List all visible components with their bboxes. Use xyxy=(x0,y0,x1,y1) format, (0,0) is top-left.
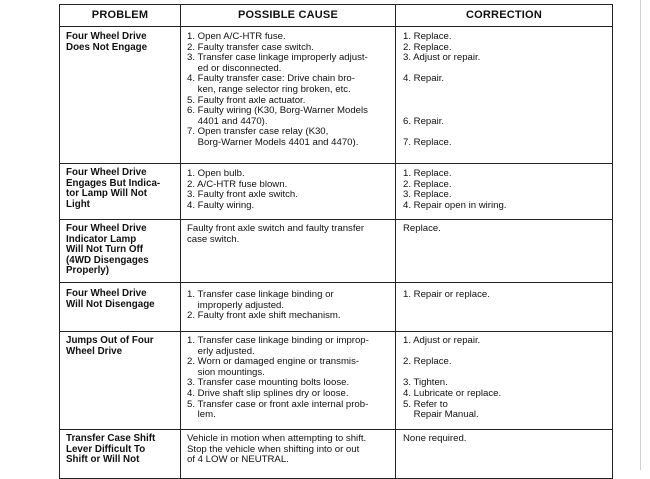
cause-item: 4. Drive shaft slip splines dry or loose. xyxy=(187,387,349,399)
cause-text: Vehicle in motion when attempting to shift. Stop the vehicle when shifting into or out of 4 LOW or NEUTRAL. xyxy=(187,433,367,466)
cause-list xyxy=(187,336,369,421)
correction-list xyxy=(403,336,501,421)
problem-cell: Four Wheel Drive Does Not Engage xyxy=(66,31,148,53)
correction-item: 4. Repair open in wiring. xyxy=(403,199,507,211)
correction-item: 2. Replace. xyxy=(403,356,452,368)
cause-item: 3. Transfer case mounting bolts loose. xyxy=(187,377,350,389)
cause-item: 5. Faulty front axle actuator. xyxy=(187,94,306,106)
column-divider xyxy=(180,5,181,478)
problem-cell: Four Wheel Drive Engages But Indica- tor Lamp Will Not Light xyxy=(66,167,161,210)
cause-item: 6. Faulty wiring (K30, Borg-Warner Models 4401 and 4470). xyxy=(187,105,368,127)
header-possible-cause: POSSIBLE CAUSE xyxy=(238,9,338,21)
cause-item: 1. Open bulb. xyxy=(187,168,245,179)
correction-list xyxy=(403,32,480,149)
row-divider xyxy=(60,429,612,430)
cause-item: 4. Faulty transfer case: Drive chain bro- ken, range selector ring broken, etc. xyxy=(187,73,355,95)
cause-item: 3. Transfer case linkage improperly adjust- ed or disconnected. xyxy=(187,52,368,74)
correction-item: 3. Replace. xyxy=(403,189,452,201)
column-divider xyxy=(395,5,396,478)
cause-item: 1. Open A/C-HTR fuse. xyxy=(187,31,286,42)
correction-item: Repair Manual. xyxy=(403,409,479,421)
correction-text: Replace. xyxy=(403,223,441,234)
correction-item: 7. Replace. xyxy=(403,136,452,148)
cause-item: 3. Faulty front axle switch. xyxy=(187,189,298,201)
correction-item: 1. Repair or replace. xyxy=(403,289,490,300)
correction-item: 5. Refer to xyxy=(403,398,448,410)
cause-item: 2. Worn or damaged engine or transmis- sion mountings. xyxy=(187,356,360,378)
header-divider xyxy=(60,26,612,27)
cause-item: 2. Faulty transfer case switch. xyxy=(187,41,314,53)
page-edge-line xyxy=(640,0,641,470)
cause-item: 4. Faulty wiring. xyxy=(187,199,255,211)
cause-item: 2. A/C-HTR fuse blown. xyxy=(187,178,288,190)
row-divider xyxy=(60,219,612,220)
row-divider xyxy=(60,163,612,164)
cause-item: 5. Transfer case or front axle internal prob- lem. xyxy=(187,398,369,421)
correction-text: None required. xyxy=(403,433,467,444)
cause-item: 7. Open transfer case relay (K30, Borg-Warner Models 4401 and 4470). xyxy=(187,126,359,148)
correction-item: 2. Replace. xyxy=(403,178,452,190)
problem-cell: Transfer Case Shift Lever Difficult To Shift or Will Not xyxy=(66,433,156,466)
correction-item: 3. Adjust or repair. xyxy=(403,52,481,64)
row-divider xyxy=(60,331,612,332)
cause-list xyxy=(187,32,368,149)
row-divider xyxy=(60,282,612,283)
header-problem: PROBLEM xyxy=(91,9,149,21)
cause-list xyxy=(187,290,341,322)
problem-cell: Four Wheel Drive Indicator Lamp Will Not Turn Off (4WD Disengages Properly) xyxy=(66,223,149,277)
correction-item: 3. Tighten. xyxy=(403,377,448,389)
correction-item: 1. Replace. xyxy=(403,31,452,42)
correction-list xyxy=(403,169,506,211)
correction-item: 4. Lubricate or replace. xyxy=(403,387,502,399)
correction-item: 1. Adjust or repair. xyxy=(403,335,481,346)
problem-cell: Four Wheel Drive Will Not Disengage xyxy=(66,288,155,310)
cause-text: Faulty front axle switch and faulty transfer case switch. xyxy=(187,223,365,245)
problem-cell: Jumps Out of Four Wheel Drive xyxy=(66,335,154,357)
cause-item: 2. Faulty front axle shift mechanism. xyxy=(187,310,341,322)
correction-item: 2. Replace. xyxy=(403,41,452,53)
cause-list xyxy=(187,169,298,211)
correction-item: 4. Repair. xyxy=(403,73,445,85)
correction-list xyxy=(403,290,490,301)
cause-item: 1. Transfer case linkage binding or improperly adjusted. xyxy=(187,289,334,311)
troubleshooting-table xyxy=(59,4,613,479)
cause-item: 1. Transfer case linkage binding or improp- erly adjusted. xyxy=(187,335,369,357)
header-correction: CORRECTION xyxy=(466,9,542,21)
correction-item: 1. Replace. xyxy=(403,168,452,179)
correction-item xyxy=(403,96,480,107)
correction-item: 6. Repair. xyxy=(403,115,445,127)
correction-item xyxy=(403,85,480,96)
